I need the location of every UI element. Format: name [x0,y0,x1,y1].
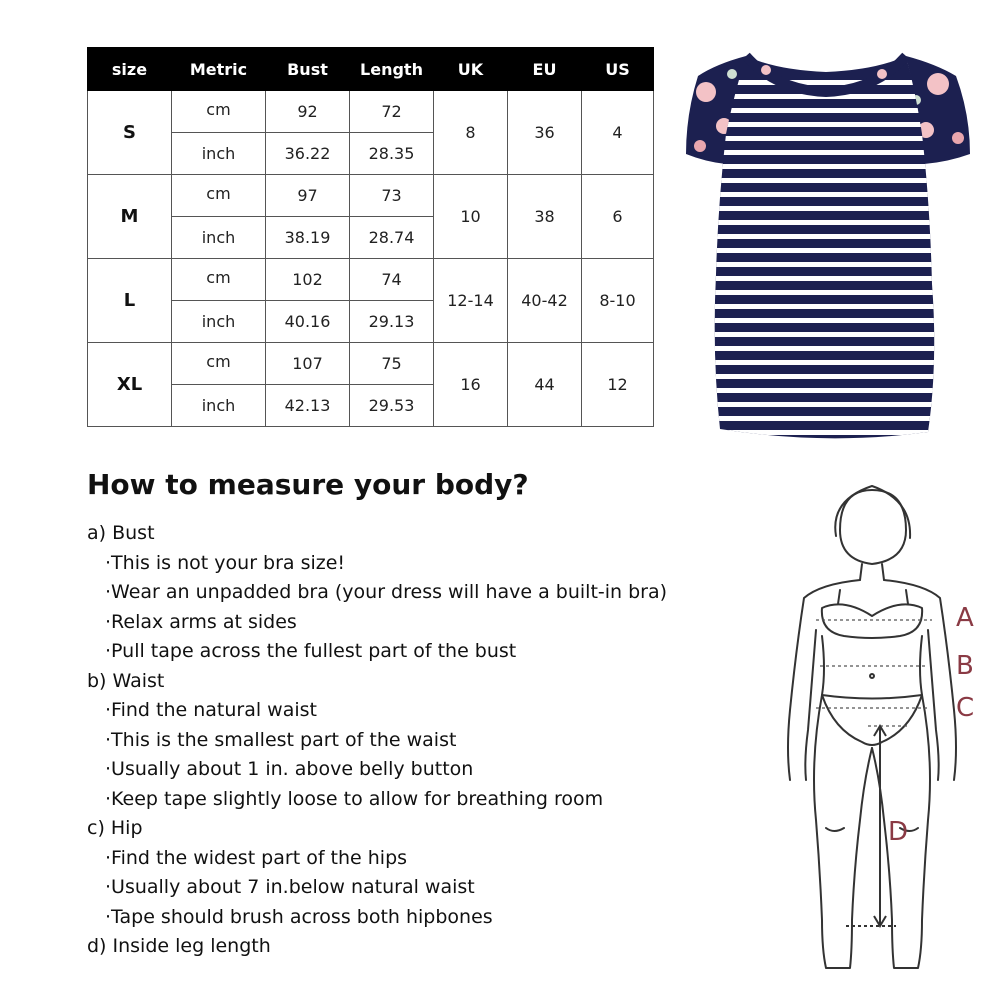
header-uk: UK [434,48,508,91]
table-row [88,175,654,217]
list-item: ·Usually about 1 in. above belly button [105,758,474,780]
uk-cell: 8 [434,91,508,175]
metric-cell: cm [172,341,266,383]
length-cell: 74 [350,259,434,301]
figure-label-d: D [888,817,909,847]
striped-floral-maternity-tshirt-icon [676,34,976,444]
length-cell: 73 [350,175,434,217]
header-bust: Bust [266,48,350,91]
shirt-stripe [676,220,976,225]
eu-cell: 44 [508,343,582,427]
shirt-stripe [676,346,976,351]
shirt-stripe [676,206,976,211]
shirt-stripe [676,332,976,337]
section-heading-inside-leg: d) Inside leg length [87,935,271,957]
list-item: ·Pull tape across the fullest part of the bust [105,640,517,662]
table-row [88,91,654,133]
shirt-stripe [676,262,976,267]
list-item: ·Relax arms at sides [105,610,297,633]
size-label: S [88,91,172,175]
us-cell: 6 [582,175,654,259]
bust-cell: 102 [266,259,350,301]
eu-cell: 36 [508,91,582,175]
size-label: M [88,175,172,259]
header-size: size [88,48,172,91]
length-cell: 28.35 [350,133,434,175]
bust-cell: 42.13 [266,385,350,427]
list-item: ·This is the smallest part of the waist [105,728,457,751]
bust-cell: 36.22 [266,133,350,175]
us-cell: 12 [582,343,654,427]
shirt-stripe [676,402,976,407]
uk-cell: 10 [434,175,508,259]
shirt-stripe [676,164,976,169]
shirt-stripe [676,234,976,239]
list-item: ·Wear an unpadded bra (your dress will have a built-in bra) [105,581,668,603]
shirt-stripe [676,248,976,253]
list-item: ·Find the widest part of the hips [105,846,408,869]
metric-cell: cm [172,89,266,131]
length-cell: 28.74 [350,217,434,259]
bust-cell: 92 [266,91,350,133]
size-chart-table [87,47,654,427]
eu-cell: 40-42 [508,259,582,343]
guide-title: How to measure your body? [87,468,529,501]
measurement-guide [87,519,727,962]
section-heading-bust: a) Bust [87,522,155,544]
us-cell: 4 [582,91,654,175]
size-label: XL [88,343,172,427]
uk-cell: 12-14 [434,259,508,343]
shirt-stripe [676,276,976,281]
body-measurement-figure-icon [760,480,990,980]
shirt-stripe [676,360,976,365]
list-item: ·Usually about 7 in.below natural waist [105,876,475,898]
length-cell: 72 [350,91,434,133]
shirt-stripe [676,318,976,323]
section-heading-hip: c) Hip [87,817,143,839]
figure-label-a: A [956,603,974,633]
bust-cell: 97 [266,175,350,217]
us-cell: 8-10 [582,259,654,343]
bust-cell: 40.16 [266,301,350,343]
header-length: Length [350,48,434,91]
list-item: ·This is not your bra size! [105,551,346,574]
figure-label-b: B [956,651,974,681]
shirt-stripe [676,430,976,435]
eu-cell: 38 [508,175,582,259]
metric-cell: inch [172,301,266,343]
header-us: US [582,48,654,91]
list-item: ·Tape should brush across both hipbones [105,905,493,928]
metric-cell: inch [172,385,266,427]
size-label: L [88,259,172,343]
shirt-stripe [676,416,976,421]
shirt-stripe [676,290,976,295]
table-header-row [88,48,654,91]
metric-cell: inch [172,217,266,259]
header-eu: EU [508,48,582,91]
shirt-stripe [676,192,976,197]
table-row [88,259,654,301]
metric-cell: cm [172,173,266,215]
length-cell: 29.53 [350,385,434,427]
length-cell: 29.13 [350,301,434,343]
shirt-stripe [676,388,976,393]
header-metric: Metric [172,48,266,91]
table-row [88,343,654,385]
shirt-stripe [676,304,976,309]
metric-cell: cm [172,257,266,299]
figure-label-c: C [956,693,975,723]
bust-cell: 38.19 [266,217,350,259]
metric-cell: inch [172,133,266,175]
list-item: ·Keep tape slightly loose to allow for breathing room [105,787,604,810]
shirt-stripe [676,374,976,379]
bust-cell: 107 [266,343,350,385]
list-item: ·Find the natural waist [105,699,317,721]
section-heading-waist: b) Waist [87,669,165,692]
uk-cell: 16 [434,343,508,427]
shirt-stripe [676,178,976,183]
length-cell: 75 [350,343,434,385]
